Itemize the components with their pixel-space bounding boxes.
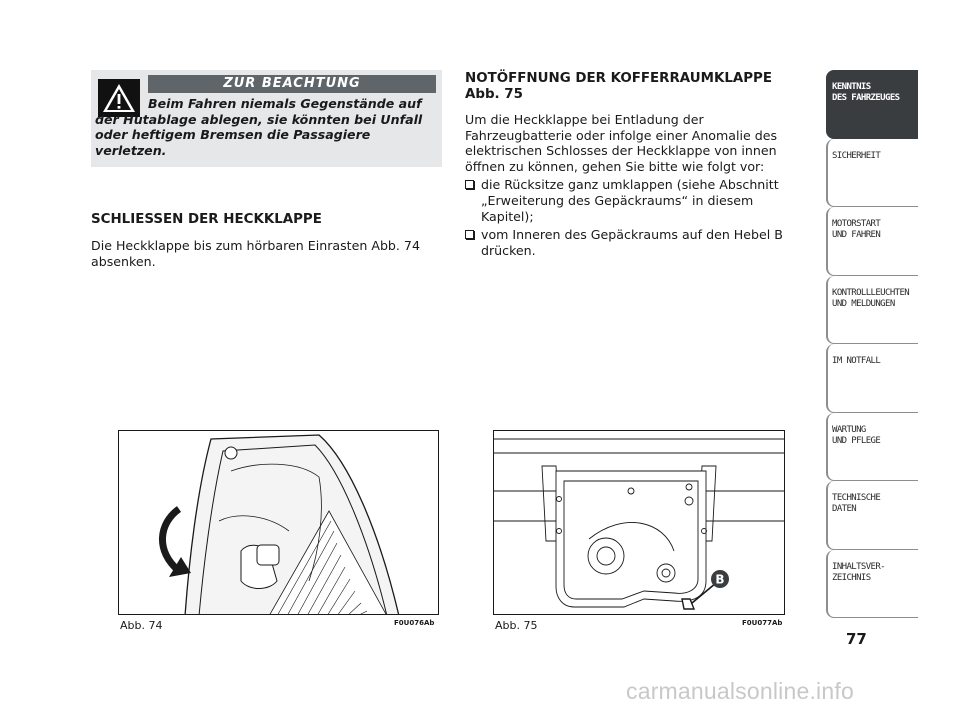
section-heading-close: SCHLIESSEN DER HECKKLAPPE (91, 212, 322, 227)
section-heading-emergency (465, 71, 805, 103)
checkbox-bullet-icon (465, 180, 474, 189)
intro-paragraph: Um die Heckklappe bei Entladung der Fahrzeugbatterie oder infolge einer Anomalie des elektrischen Schlosses der Heckklappe von innen öffnen zu können, gehen Sie bitte wie folgt vor: (465, 112, 778, 174)
heading-line-2: Abb. 75 (465, 87, 523, 102)
tailgate-illustration (119, 431, 439, 615)
tab-inhaltsverzeichnis[interactable]: INHALTSVER- ZEICHNIS (826, 550, 918, 619)
figure-74 (118, 430, 439, 615)
tab-kenntnis-des-fahrzeuges[interactable]: KENNTNIS DES FAHRZEUGES (826, 70, 918, 139)
tab-im-notfall[interactable]: IM NOTFALL (826, 344, 918, 413)
figure-75-code: F0U077Ab (742, 619, 783, 627)
tab-kontrollleuchten-und-meldungen[interactable]: KONTROLLLEUCHTEN UND MELDUNGEN (826, 276, 918, 345)
list-item: vom Inneren des Gepäckraums auf den Hebel B drücken. (465, 227, 808, 258)
warning-text: Beim Fahren niemals Gegenstände auf der Hutablage ablegen, sie könnten bei Unfall oder heftigem Bremsen die Passagiere verletzen. (95, 96, 423, 158)
checkbox-bullet-icon (465, 230, 474, 239)
tab-motorstart-und-fahren[interactable]: MOTORSTART UND FAHREN (826, 207, 918, 276)
section-body-emergency (465, 112, 808, 258)
figure-75 (493, 430, 785, 615)
heading-line-1: NOTÖFFNUNG DER KOFFERRAUMKLAPPE (465, 71, 772, 86)
chapter-tabs (826, 70, 918, 618)
tab-wartung-und-pflege[interactable]: WARTUNG UND PFLEGE (826, 413, 918, 482)
list-item: die Rücksitze ganz umklappen (siehe Abschnitt „Erweiterung des Gepäckraums“ in diesem Kapitel); (465, 177, 808, 224)
warning-title: ZUR BEACHTUNG (148, 75, 436, 93)
tab-technische-daten[interactable]: TECHNISCHE DATEN (826, 481, 918, 550)
figure-74-code: F0U076Ab (394, 619, 435, 627)
figure-75-label: Abb. 75 (495, 619, 538, 632)
callout-b-label: B (715, 572, 725, 587)
section-body-close: Die Heckklappe bis zum hörbaren Einrasten Abb. 74 absenken. (91, 238, 420, 269)
lock-lever-illustration (494, 431, 785, 615)
figure-74-label: Abb. 74 (120, 619, 163, 632)
watermark: carmanualsonline.info (626, 678, 854, 704)
tab-sicherheit[interactable]: SICHERHEIT (826, 139, 918, 208)
page-number: 77 (846, 630, 867, 648)
